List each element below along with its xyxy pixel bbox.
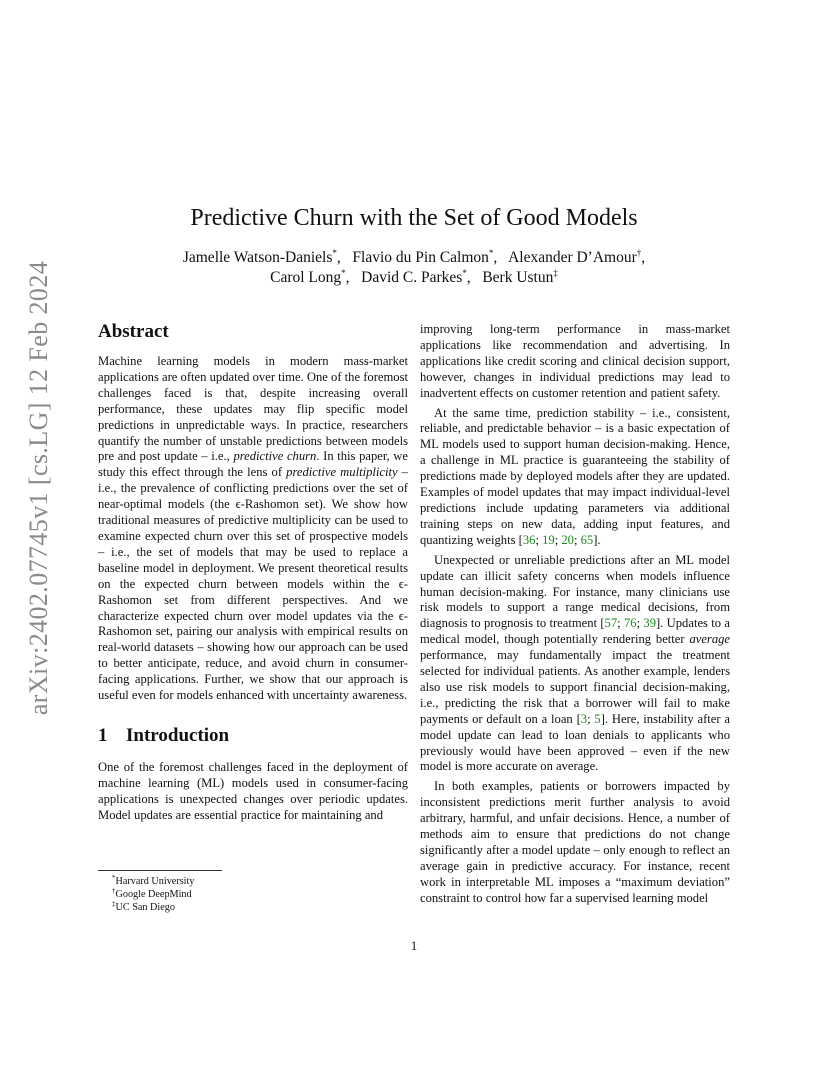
footnote-text: Harvard University xyxy=(115,876,195,887)
footnote-mark: ‡ xyxy=(112,900,116,908)
citation-link[interactable]: 39 xyxy=(643,616,656,631)
author-block xyxy=(98,248,730,288)
page-number: 1 xyxy=(410,938,418,953)
abstract-emphasis: predictive churn xyxy=(233,449,317,464)
body-paragraph: In both examples, patients or borrowers impacted by inconsistent predictions merit further analysis to avoid arbitrary, harmful, and unfair decisions. Hence, a number of methods aim to ensure that predictions do not change significantly after a model update – only enough to reflect an average gain in predictive accuracy. For instance, recent work in interpretable ML imposes a “maximum deviation” constraint to control how far a supervised learning model xyxy=(420,779,730,905)
footnote-mark: † xyxy=(112,887,116,895)
author-name: Carol Long xyxy=(270,269,342,286)
body-text: Unexpected or unreliable predictions after an ML model update can illicit safety concerns when models influence human decision-making. For instance, many clinicians use risk models to support a range medical decisions, from diagnosis to prognosis to treatment xyxy=(420,552,730,631)
right-column xyxy=(420,322,730,911)
body-text: At the same time, prediction stability – i.e., consistent, reliable, and predictable behavior – is a basic expectation of ML models used to support human decision-making. Hence, a challenge in ML practice is guaranteeing the stability of predictions made by deployed models after they are updated. Examples of model updates that may impact individual-level predictions include updating parameters via additional training steps on new data, adding input features, and quantizing weights xyxy=(420,405,730,547)
citation-link[interactable]: 3 xyxy=(580,711,588,726)
abstract-heading: Abstract xyxy=(98,321,169,342)
author-affiliation-mark: * xyxy=(462,268,467,278)
footnote-text: UC San Diego xyxy=(115,902,175,913)
abstract-text: – i.e., the prevalence of conflicting predictions over the set of near-optimal models (the ϵ-Rashomon set). We show how traditional measures of predictive multiplicity can be used to examine expected churn over this set of prospective models – i.e., the set of models that may be used to replace a baseline model in deployment. We present theoretical results on the expected churn between models within the ϵ-Rashomon set from different perspectives. And we characterize expected churn over model updates via the ϵ-Rashomon set, pairing our analysis with empirical results on real-world datasets – showing how our approach can be used to better anticipate, reduce, and avoid churn in consumer-facing applications. Further, we show that our approach is useful even for models enhanced with uncertainty awareness. xyxy=(98,465,408,703)
body-text: . xyxy=(597,532,601,547)
author-affiliation-mark: * xyxy=(488,248,494,258)
author-affiliation-mark: ‡ xyxy=(553,268,558,278)
author-line-2: Carol Long*, David C. Parkes*, Berk Ustun‡ xyxy=(270,268,558,286)
citation-link[interactable]: 20 xyxy=(561,532,574,547)
citation-link[interactable]: 5 xyxy=(594,711,601,726)
arxiv-identifier-stamp xyxy=(22,260,56,716)
author-name: Alexander D’Amour xyxy=(508,249,637,266)
abstract-text: Machine learning models in modern mass-market applications are often updated over time. One of the foremost challenges faced is that, despite increasing overall performance, these updates may flip specific model predictions in unpredictable ways. In practice, researchers quantify the number of unstable predictions between models pre and post update – i.e., xyxy=(98,354,408,464)
abstract-text: . In this paper, we study this effect through the lens of xyxy=(98,449,408,480)
citation-link[interactable]: 19 xyxy=(542,532,555,547)
section-number: 1 xyxy=(98,724,108,746)
body-text: performance, may fundamentally impact the treatment selected for individual patients. As another example, lenders also use risk models to support financial decision-making, i.e., predicting the risk that a borrower will fail to make payments or default on a loan xyxy=(420,648,730,726)
body-paragraph: Unexpected or unreliable predictions after an ML model update can illicit safety concerns when models influence human decision-making. For instance, many clinicians use risk models to support a range medical decisions, from diagnosis to prognosis to treatment [57; 76; 39]. Updates to a medical model, though potentially rendering better average performance, may fundamentally impact the treatment selected for individual patients. As another example, lenders also use risk models to support financial decision-making, i.e., predicting the risk that a borrower will fail to make payments or default on a loan [3; 5]. Here, instability after a model update can lead to loan denials to applicants who previously would have been approved – even if the new model is more accurate on average. xyxy=(420,552,730,774)
citation-link[interactable]: 57 xyxy=(604,616,618,631)
author-name: David C. Parkes xyxy=(361,269,463,286)
footnote xyxy=(112,901,408,914)
abstract-emphasis: predictive multiplicity xyxy=(286,465,398,480)
author-line-1: Jamelle Watson-Daniels*, Flavio du Pin Calmon*, Alexander D’Amour†, xyxy=(182,248,646,266)
author-name: Jamelle Watson-Daniels xyxy=(182,249,333,266)
footnote-divider xyxy=(98,870,222,871)
abstract-paragraph xyxy=(98,354,408,704)
body-paragraph: At the same time, prediction stability – i.e., consistent, reliable, and predictable behavior – is a basic expectation of ML models used to support human decision-making. Hence, a challenge in ML practice is guaranteeing the stability of predictions made by deployed models after they are updated. Examples of model updates that may impact individual-level predictions include updating parameters via additional training steps on new data, adding input features, and quantizing weights [36; 19; 20; 65]. xyxy=(420,405,730,547)
footnote-mark: * xyxy=(112,874,116,882)
introduction-paragraph: One of the foremost challenges faced in the deployment of machine learning (ML) models used in consumer-facing applications is unexpected changes over periodic updates. Model updates are essential practice for maintaining and xyxy=(98,759,408,822)
footnote xyxy=(112,888,408,901)
footnotes xyxy=(98,870,408,914)
body-paragraph: improving long-term performance in mass-market applications like recommendation and advertising. In applications like credit scoring and clinical decision support, however, changes in individual predictions may lead to inadvertent effects on customer retention and patient safety. xyxy=(420,322,730,400)
left-column xyxy=(98,320,408,828)
citation-link[interactable]: 65 xyxy=(580,532,594,547)
body-emphasis: average xyxy=(689,632,730,647)
introduction-heading xyxy=(98,724,408,748)
footnote-text: Google DeepMind xyxy=(115,889,192,900)
body-text: . Updates to a medical model, though potentially rendering better xyxy=(420,616,730,647)
body-text: . Here, instability after a model update can lead to loan denials to applicants who previously would have been approved – even if the new model is more accurate on average. xyxy=(420,711,730,774)
author-name: Berk Ustun xyxy=(482,269,554,286)
author-name: Flavio du Pin Calmon xyxy=(352,249,489,266)
paper-title: Predictive Churn with the Set of Good Models xyxy=(190,205,638,231)
arxiv-identifier-text: arXiv:2402.07745v1 [cs.LG] 12 Feb 2024 xyxy=(24,260,54,716)
author-affiliation-mark: * xyxy=(341,268,346,278)
author-affiliation-mark: † xyxy=(636,248,642,258)
citation-link[interactable]: 76 xyxy=(623,616,637,631)
section-title: Introduction xyxy=(126,724,230,746)
citation-link[interactable]: 36 xyxy=(522,532,536,547)
author-affiliation-mark: * xyxy=(332,248,337,258)
footnote xyxy=(112,875,408,888)
